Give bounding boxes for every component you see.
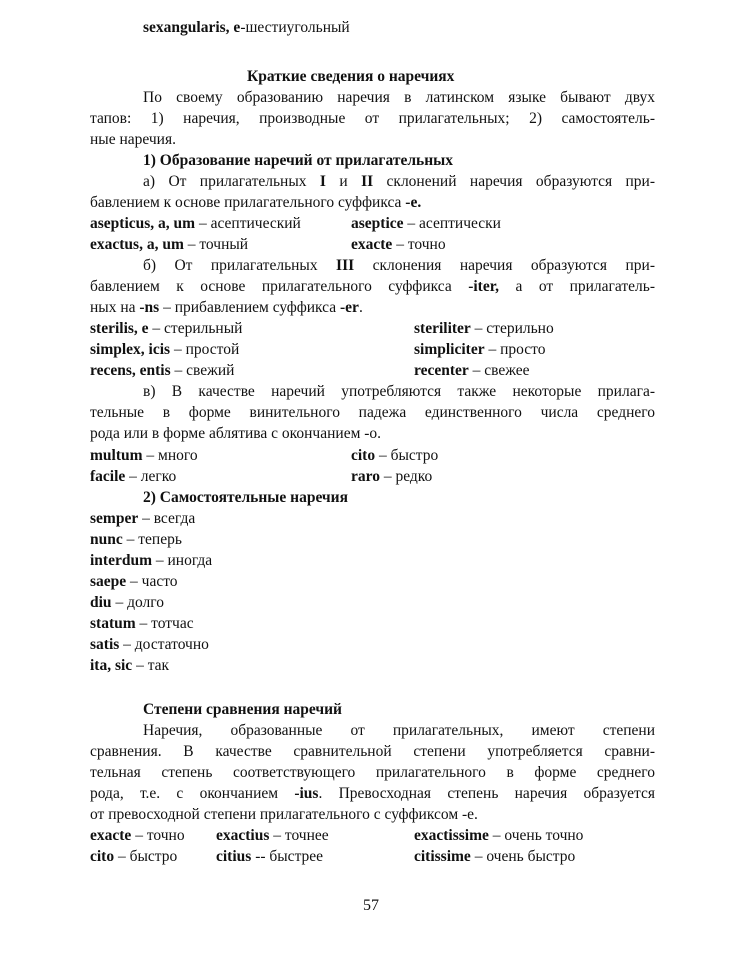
term: cito [90, 848, 115, 865]
text: – прибавлением суффикса [159, 299, 341, 316]
term: saepe [90, 573, 127, 590]
text: бавлением к основе прилагательного суффикса [90, 194, 406, 211]
text: бавлением к основе прилагательного суффикса [90, 278, 469, 295]
paragraph-line: ные наречия. [90, 131, 176, 148]
definition: – так [132, 657, 170, 674]
paragraph-line: тельные в форме винительного падежа единственного числа среднего [90, 404, 655, 421]
paragraph-line [90, 763, 655, 783]
text: б) От прилагательных [143, 257, 337, 274]
term: exactissime [414, 827, 489, 844]
term: recens, entis [90, 362, 171, 379]
definition: – теперь [122, 531, 182, 548]
example-row [90, 319, 242, 339]
term: facile [90, 468, 126, 485]
definition: – точный [183, 236, 249, 253]
subsection-title: 2) Самостоятельные наречия [143, 489, 348, 506]
bold-text: -er [340, 299, 359, 316]
definition: – быстро [114, 848, 178, 865]
term: asepticus, a, um [90, 215, 196, 232]
definition: – часто [126, 573, 178, 590]
definition: -- быстрее [251, 848, 324, 865]
example-row [414, 847, 575, 867]
list-item [90, 635, 209, 655]
term: multum [90, 447, 143, 464]
paragraph-line [90, 742, 655, 762]
definition: – быстро [375, 447, 439, 464]
page-number: 57 [363, 897, 379, 914]
text: Наречия, образованные от прилагательных, имеют степени [143, 722, 655, 739]
text: . [358, 299, 363, 316]
text: склонения наречия образуются при- [354, 257, 655, 274]
list-item [90, 530, 182, 550]
list-item [90, 614, 194, 634]
term: recenter [414, 362, 469, 379]
term: citissime [414, 848, 471, 865]
definition: – стерильный [148, 320, 243, 337]
definition: – простой [170, 341, 240, 358]
term: citius [216, 848, 252, 865]
example-row [90, 235, 248, 255]
term: simpliciter [414, 341, 485, 358]
text: а) От прилагательных [143, 173, 320, 190]
definition: – асептически [403, 215, 501, 232]
text: склонений наречия образуются при- [373, 173, 655, 190]
section-title: Краткие сведения о наречиях [247, 68, 455, 85]
term: satis [90, 636, 120, 653]
paragraph-line [90, 277, 655, 297]
definition: – тотчас [135, 615, 194, 632]
example-row [351, 235, 446, 255]
list-item [90, 551, 212, 571]
paragraph-line [90, 805, 478, 825]
bold-text: -ius [294, 785, 319, 802]
list-item [90, 593, 164, 613]
example-row [90, 467, 176, 487]
bold-text: -iter, [468, 278, 500, 295]
paragraph-line [90, 193, 421, 213]
example-row [351, 446, 438, 466]
term: exactius [216, 827, 270, 844]
bold-text: III [336, 257, 355, 274]
term: cito [351, 447, 376, 464]
definition: – точнее [269, 827, 329, 844]
example-row [90, 361, 234, 381]
text: ных на [90, 299, 140, 316]
definition: -шестиугольный [240, 19, 350, 36]
term: aseptice [351, 215, 404, 232]
example-row [90, 847, 177, 867]
term: steriliter [414, 320, 471, 337]
definition: – достаточно [119, 636, 209, 653]
term: exacte [351, 236, 393, 253]
definition: – точно [131, 827, 185, 844]
term: exacte [90, 827, 132, 844]
example-row [414, 826, 583, 846]
paragraph-line: рода или в форме аблятива с окончанием -о. [90, 425, 382, 442]
paragraph-line [143, 721, 655, 741]
term: semper [90, 510, 139, 527]
text: рода, т.е. с окончанием [90, 785, 295, 802]
example-row [414, 319, 554, 339]
list-item [90, 572, 178, 592]
definition: – асептический [195, 215, 301, 232]
paragraph-line [90, 298, 363, 318]
text: тельная степень соответствующего прилагательного в форме среднего [90, 764, 655, 781]
top-line [143, 18, 350, 38]
term: simplex, icis [90, 341, 171, 358]
definition: – иногда [152, 552, 213, 569]
text: сравнения. В качестве сравнительной степени употребляется сравни- [90, 743, 655, 760]
section-title: Степени сравнения наречий [143, 701, 342, 718]
definition: – очень быстро [470, 848, 576, 865]
term: diu [90, 594, 112, 611]
term: sterilis, e [90, 320, 149, 337]
example-row [216, 826, 329, 846]
text: . Превосходная степень наречия образуется [318, 785, 655, 802]
term: raro [351, 468, 380, 485]
list-item [90, 509, 195, 529]
paragraph-line: в) В качестве наречий употребляются также некоторые прилага- [143, 383, 655, 400]
definition: – редко [379, 468, 433, 485]
text: и [325, 173, 362, 190]
text: от превосходной степени прилагательного с суффиксом -е. [90, 806, 478, 823]
definition: – долго [111, 594, 164, 611]
definition: – легко [125, 468, 177, 485]
term: nunc [90, 531, 123, 548]
text: а от прилагатель- [499, 278, 655, 295]
bold-text: -ns [139, 299, 160, 316]
bold-text: -е. [405, 194, 422, 211]
example-row [351, 467, 432, 487]
paragraph-line [143, 172, 655, 192]
definition: – просто [484, 341, 546, 358]
definition: – очень точно [488, 827, 584, 844]
definition: – стерильно [470, 320, 554, 337]
example-row [90, 826, 185, 846]
paragraph-line: По своему образованию наречия в латинском языке бывают двух [143, 89, 655, 106]
definition: – точно [392, 236, 446, 253]
paragraph-line [143, 256, 655, 276]
term: statum [90, 615, 136, 632]
example-row [90, 214, 301, 234]
definition: – много [142, 447, 198, 464]
example-row [414, 361, 530, 381]
term: exactus, a, um [90, 236, 184, 253]
definition: – всегда [138, 510, 196, 527]
bold-text: I [319, 173, 326, 190]
example-row [90, 340, 239, 360]
term: interdum [90, 552, 152, 569]
definition: – свежий [170, 362, 235, 379]
bold-text: II [361, 173, 374, 190]
paragraph-line [90, 784, 655, 804]
example-row [351, 214, 501, 234]
definition: – свежее [468, 362, 530, 379]
example-row [216, 847, 323, 867]
example-row [90, 446, 198, 466]
list-item [90, 656, 169, 676]
term: sexangularis, e [143, 19, 241, 36]
paragraph-line: тапов: 1) наречия, производные от прилагательных; 2) самостоятель- [90, 110, 655, 127]
example-row [414, 340, 545, 360]
term: ita, sic [90, 657, 133, 674]
subsection-title: 1) Образование наречий от прилагательных [143, 152, 453, 169]
